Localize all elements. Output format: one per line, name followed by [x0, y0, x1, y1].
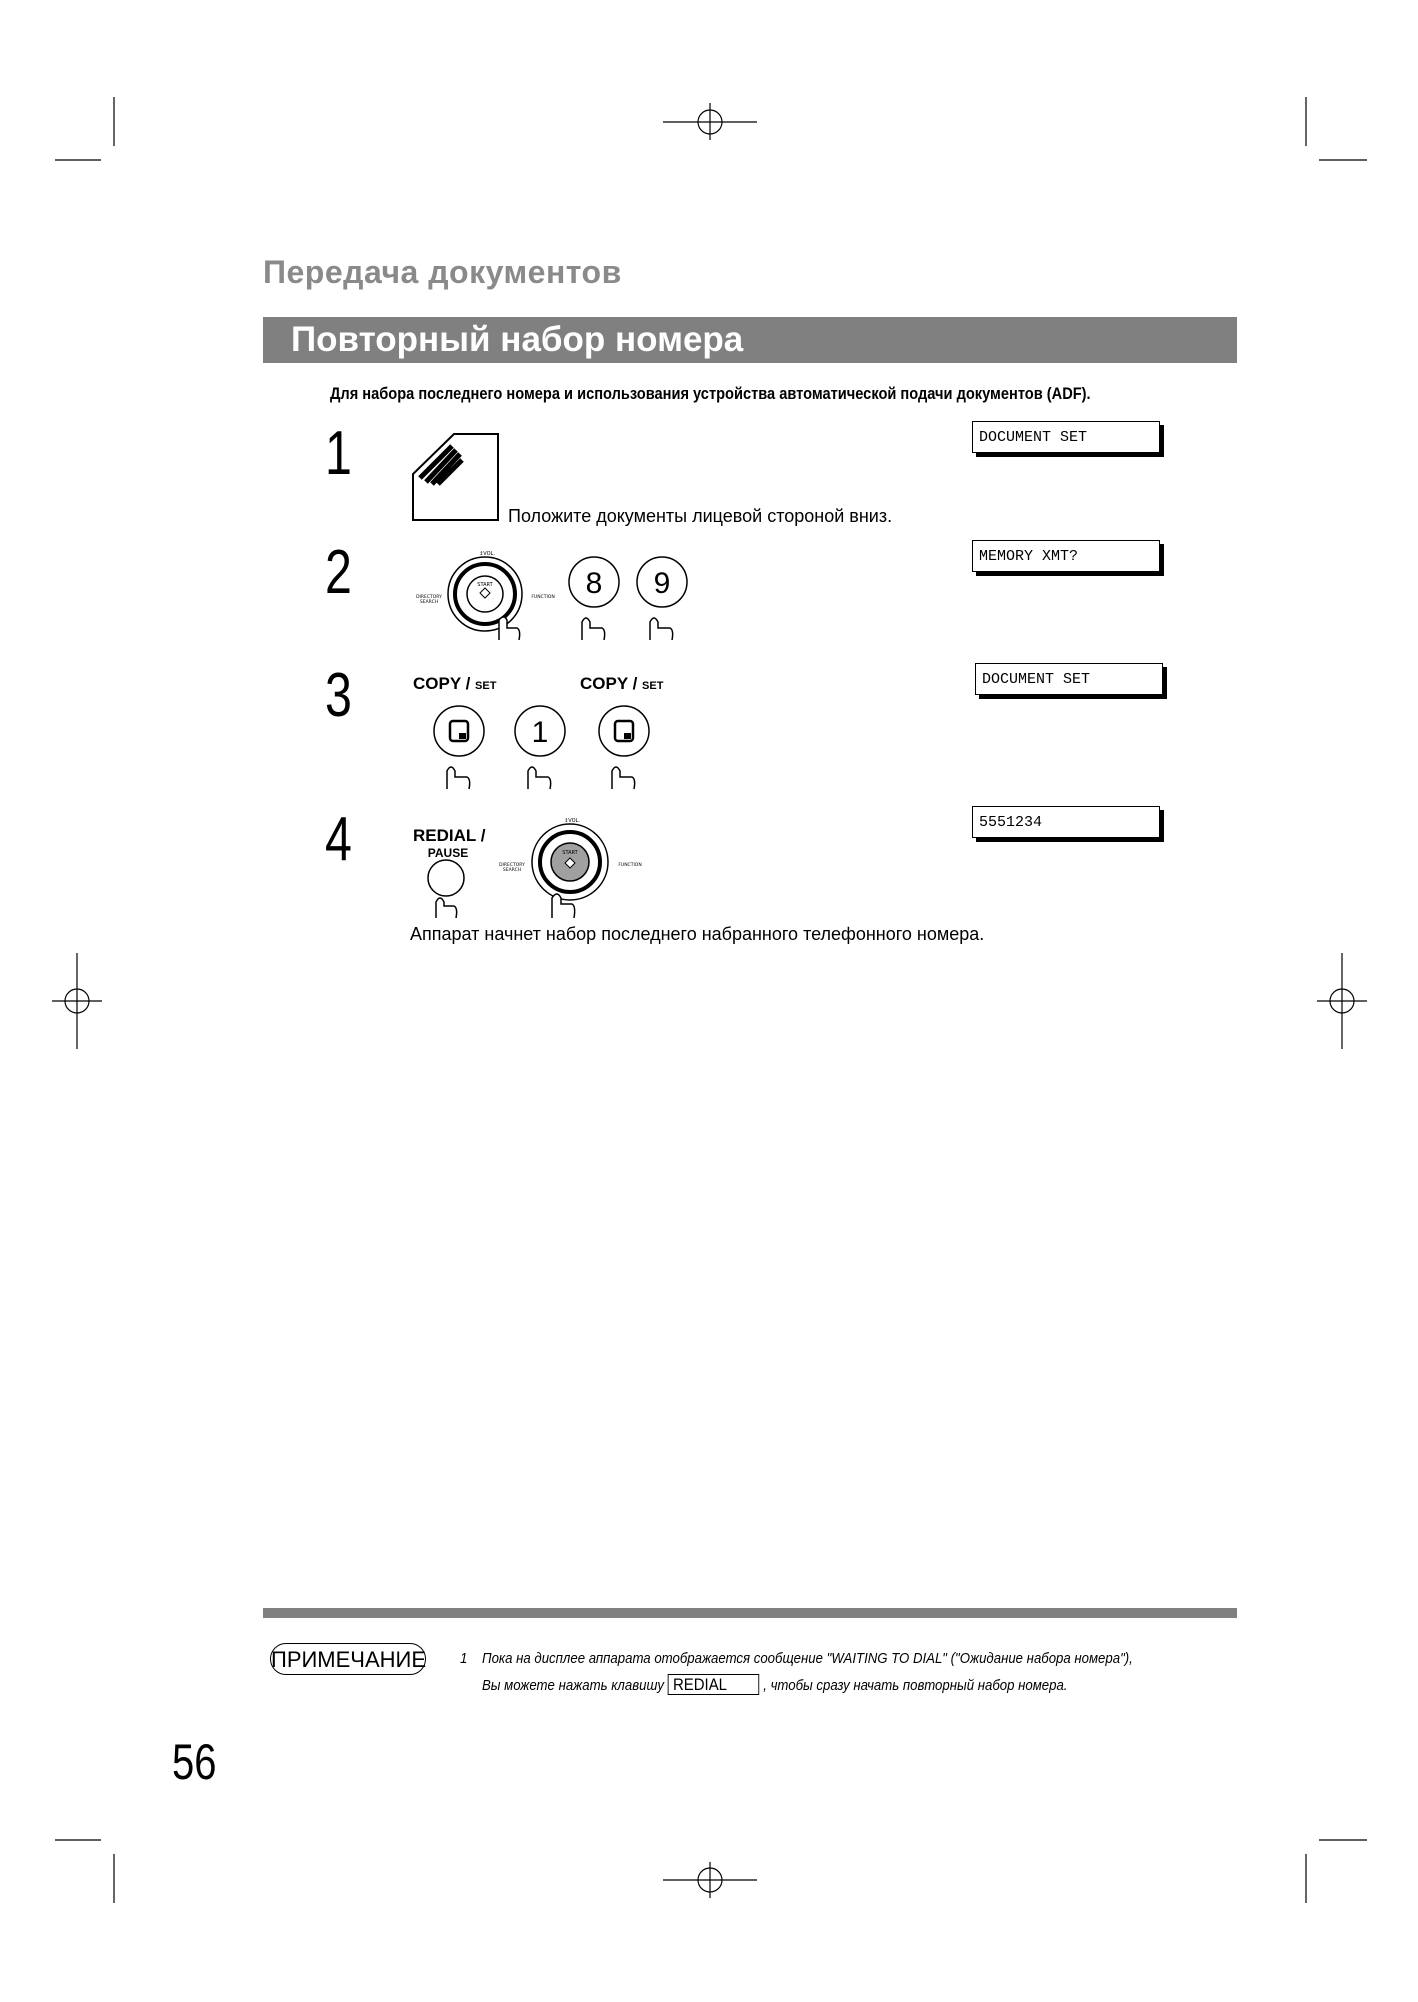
step-number: 4 [325, 805, 352, 874]
function-label: FUNCTION [618, 863, 642, 868]
directory-label: DIRECTORY [416, 595, 442, 600]
start-label: START [562, 850, 578, 856]
directory-label: DIRECTORY [499, 863, 525, 868]
vol-label: ↕VOL. [479, 551, 495, 557]
page-title-bar [263, 317, 1237, 363]
lcd-display: DOCUMENT SET [975, 663, 1163, 695]
lcd-display: 5551234 [972, 806, 1160, 838]
control-panel-pad [407, 548, 567, 648]
redial-pause-button[interactable] [424, 858, 474, 918]
search-label: SEARCH [419, 600, 439, 605]
key-8[interactable] [568, 556, 624, 641]
step-1-caption: Положите документы лицевой стороной вниз. [508, 506, 893, 526]
start-label: START [477, 582, 493, 588]
page-number: 56 [172, 1734, 217, 1790]
section-title: Передача документов [263, 254, 622, 290]
search-label: SEARCH [502, 868, 522, 873]
note-badge: ПРИМЕЧАНИЕ [270, 1643, 426, 1675]
copy-set-button[interactable] [598, 705, 654, 790]
page-title: Повторный набор номера [291, 320, 744, 359]
key-1[interactable] [514, 705, 570, 790]
redial-key: REDIAL [668, 1674, 760, 1695]
lcd-display: DOCUMENT SET [972, 421, 1160, 453]
copy-set-button[interactable] [433, 705, 489, 790]
key-9-label: 9 [653, 567, 671, 600]
copy-set-label: COPY / SET [580, 674, 664, 693]
lcd-display: MEMORY XMT? [972, 540, 1160, 572]
redial-pause-label: REDIAL / PAUSE [413, 826, 486, 860]
step-number: 2 [325, 538, 352, 607]
step-4-caption: Аппарат начнет набор последнего набранного телефонного номера. [410, 924, 985, 944]
key-9[interactable] [636, 556, 692, 641]
note-index: 1 [460, 1650, 468, 1667]
vol-label: ↕VOL. [564, 818, 580, 824]
divider-bar [263, 1608, 1237, 1618]
intro-text: Для набора последнего номера и использования устройства автоматической подачи документов (ADF). [330, 384, 1091, 403]
key-1-label: 1 [531, 716, 549, 749]
note-line-2: Вы можете нажать клавишу REDIAL , чтобы сразу начать повторный набор номера. [482, 1675, 1068, 1694]
step-number: 1 [325, 419, 352, 488]
start-button-pad[interactable] [490, 814, 650, 919]
step-number: 3 [325, 661, 352, 730]
copy-set-label: COPY / SET [413, 674, 497, 693]
key-8-label: 8 [585, 567, 603, 600]
function-label: FUNCTION [531, 595, 555, 600]
note-line-1: Пока на дисплее аппарата отображается сообщение "WAITING TO DIAL" ("Ожидание набора номера"), [482, 1650, 1133, 1667]
document-icon [410, 432, 500, 522]
